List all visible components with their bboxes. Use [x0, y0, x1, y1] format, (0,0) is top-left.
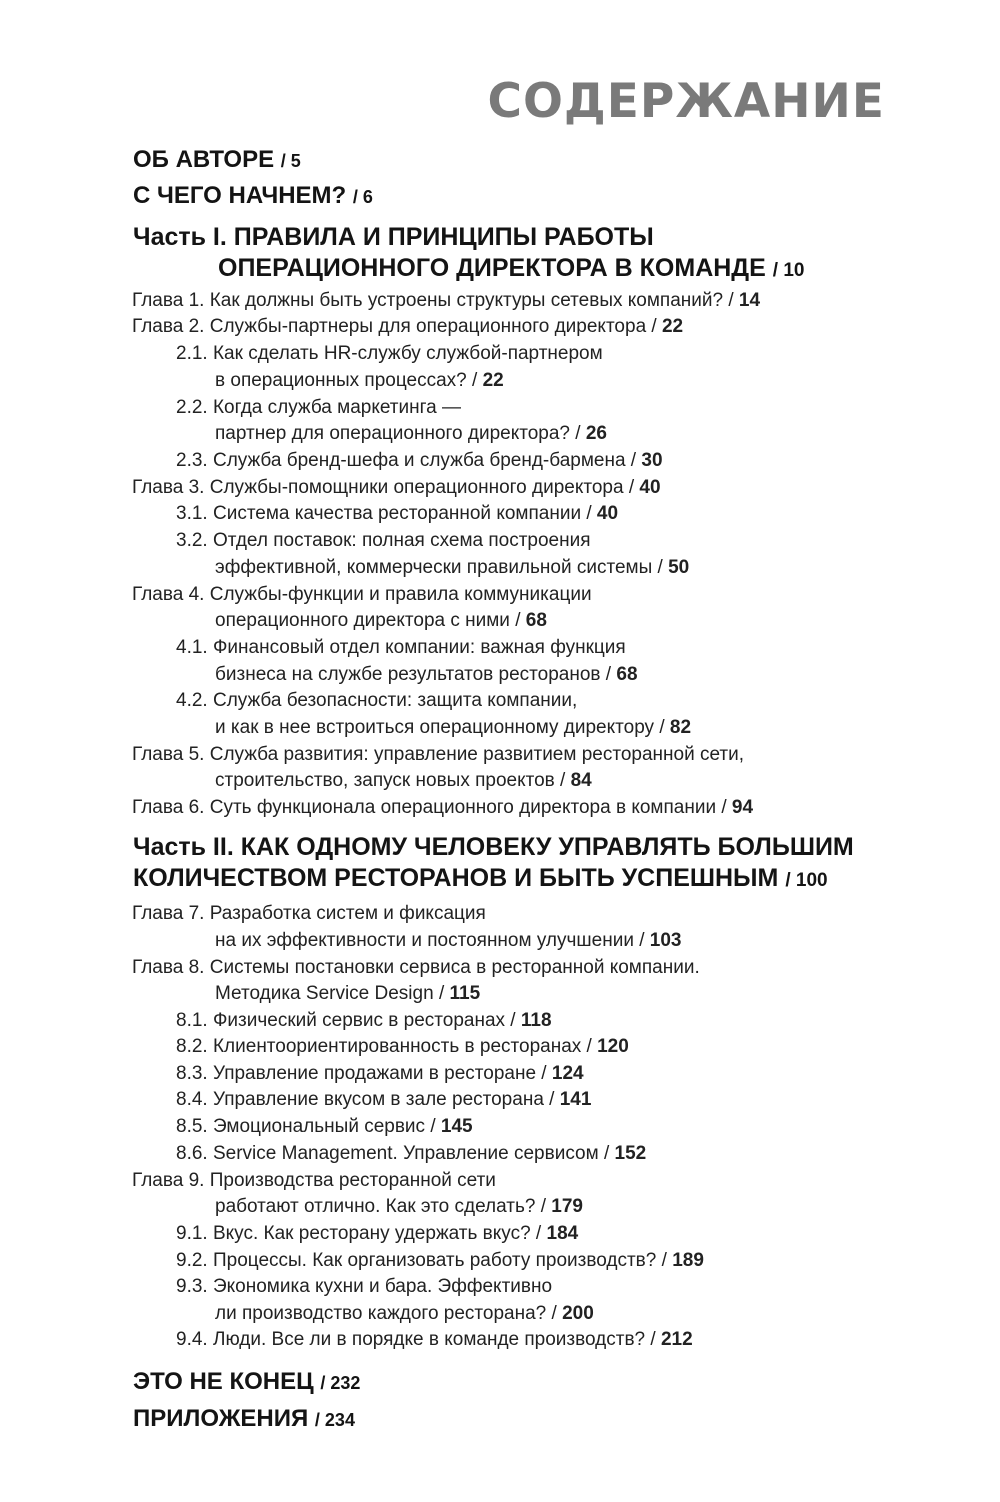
toc-page-number: 10: [783, 260, 805, 281]
toc-entry-appendices[interactable]: ПРИЛОЖЕНИЯ / 234: [133, 1405, 355, 1432]
toc-section-2-3[interactable]: 2.3. Служба бренд-шефа и служба бренд-бармена / 30: [176, 450, 663, 471]
toc-section-8-1[interactable]: 8.1. Физический сервис в ресторанах / 118: [176, 1010, 552, 1031]
toc-entry-title: Люди. Все ли в порядке в команде производств?: [212, 1329, 646, 1350]
toc-page-number: 145: [440, 1116, 473, 1137]
toc-entry-title-line2: Методика Service Design: [215, 983, 434, 1004]
toc-entry-title-line1: КАК ОДНОМУ ЧЕЛОВЕКУ УПРАВЛЯТЬ БОЛЬШИМ: [240, 833, 854, 861]
toc-chapter-3[interactable]: Глава 3. Службы-помощники операционного директора / 40: [132, 477, 661, 498]
toc-part-label: Часть I.: [133, 223, 227, 251]
toc-entry-title: ЭТО НЕ КОНЕЦ: [133, 1368, 314, 1395]
toc-page-number: 103: [649, 930, 682, 951]
toc-entry-title-line1: Служба безопасности: защита компании,: [212, 690, 578, 711]
toc-chapter-label: Глава 7.: [132, 903, 205, 924]
toc-page-number: 152: [614, 1143, 647, 1164]
toc-page-number: 68: [525, 610, 547, 631]
toc-section-9-4[interactable]: 9.4. Люди. Все ли в порядке в команде производств? / 212: [176, 1329, 693, 1350]
toc-section-label: 9.2.: [176, 1250, 208, 1271]
toc-entry-title-line1: Финансовый отдел компании: важная функция: [212, 637, 626, 658]
toc-page-number: 120: [597, 1036, 629, 1057]
toc-section-8-2[interactable]: 8.2. Клиентоориентированность в ресторанах / 120: [176, 1036, 629, 1057]
toc-entry-not-the-end[interactable]: ЭТО НЕ КОНЕЦ / 232: [133, 1368, 361, 1395]
toc-entry-title-line2: строительство, запуск новых проектов: [215, 770, 555, 791]
toc-section-3-1[interactable]: 3.1. Система качества ресторанной компании / 40: [176, 503, 619, 524]
toc-section-8-3[interactable]: 8.3. Управление продажами в ресторане / 124: [176, 1063, 584, 1084]
toc-section-label: 2.2.: [176, 397, 208, 418]
toc-page-number: 179: [551, 1196, 583, 1217]
toc-chapter-label: Глава 6.: [132, 797, 205, 818]
toc-entry-title-line2: и как в нее встроиться операционному директору: [215, 717, 655, 738]
toc-chapter-5-cont[interactable]: строительство, запуск новых проектов / 84: [215, 770, 592, 791]
toc-page-number: 14: [738, 290, 761, 311]
toc-entry-title: Клиентоориентированность в ресторанах: [212, 1036, 582, 1057]
toc-entry-title-line1: Разработка систем и фиксация: [209, 903, 486, 924]
toc-page-number: 212: [660, 1329, 693, 1350]
toc-entry-title-line1: Системы постановки сервиса в ресторанной компании.: [209, 957, 700, 978]
toc-entry-title: Службы-партнеры для операционного директора: [209, 316, 647, 337]
toc-entry-title: Управление продажами в ресторане: [212, 1063, 537, 1084]
toc-entry-title-line2: партнер для операционного директора?: [215, 423, 570, 444]
toc-section-label: 8.1.: [176, 1010, 208, 1031]
toc-section-4-2-cont[interactable]: и как в нее встроиться операционному директору / 82: [215, 717, 692, 738]
toc-part-label: Часть II.: [133, 833, 234, 861]
toc-entry-title-line2: в операционных процессах?: [215, 370, 467, 391]
toc-section-9-3-cont[interactable]: ли производство каждого ресторана? / 200: [215, 1303, 594, 1324]
toc-chapter-label: Глава 5.: [132, 744, 205, 765]
toc-section-2-2[interactable]: [176, 398, 461, 417]
toc-section-4-1[interactable]: [176, 638, 626, 657]
toc-entry-introduction[interactable]: С ЧЕГО НАЧНЕМ? / 6: [133, 182, 373, 209]
toc-chapter-5[interactable]: [132, 745, 744, 764]
toc-entry-title: Система качества ресторанной компании: [212, 503, 582, 524]
toc-chapter-6[interactable]: Глава 6. Суть функционала операционного директора в компании / 94: [132, 797, 754, 818]
toc-page-number: 118: [520, 1010, 552, 1031]
toc-entry-title: Физический сервис в ресторанах: [212, 1010, 506, 1031]
toc-entry-title: Процессы. Как организовать работу производств?: [212, 1250, 657, 1271]
toc-page-number: 100: [795, 870, 828, 891]
toc-chapter-label: Глава 1.: [132, 290, 205, 311]
toc-section-2-1[interactable]: [176, 344, 603, 363]
toc-page-number: 26: [585, 423, 607, 444]
toc-page-number: 115: [449, 983, 481, 1004]
toc-page-number: 82: [669, 717, 692, 738]
toc-entry-title-line1: Как сделать HR-службу службой-партнером: [212, 343, 603, 364]
toc-entry-title-line1: Отдел поставок: полная схема построения: [212, 530, 591, 551]
toc-entry-title-line2: ли производство каждого ресторана?: [215, 1303, 547, 1324]
toc-entry-title: ПРИЛОЖЕНИЯ: [133, 1405, 309, 1432]
toc-entry-title: Service Management. Управление сервисом: [212, 1143, 599, 1164]
toc-page-number: 232: [330, 1373, 361, 1393]
toc-page-number: 68: [616, 664, 638, 685]
toc-entry-title-line2: ОПЕРАЦИОННОГО ДИРЕКТОРА В КОМАНДЕ: [218, 254, 766, 282]
toc-section-8-6[interactable]: 8.6. Service Management. Управление сервисом / 152: [176, 1143, 647, 1164]
toc-section-label: 8.2.: [176, 1036, 208, 1057]
toc-entry-title: Управление вкусом в зале ресторана: [212, 1089, 544, 1110]
toc-section-4-2[interactable]: [176, 691, 577, 710]
toc-entry-title-line1: Службы-функции и правила коммуникации: [209, 584, 592, 605]
toc-chapter-label: Глава 8.: [132, 957, 205, 978]
toc-page-number: 84: [570, 770, 592, 791]
toc-section-label: 9.1.: [176, 1223, 208, 1244]
toc-entry-title-line2: операционного директора с ними: [215, 610, 510, 631]
toc-page-number: 234: [324, 1410, 355, 1430]
toc-section-9-1[interactable]: 9.1. Вкус. Как ресторану удержать вкус? / 184: [176, 1223, 579, 1244]
toc-entry-title-line2: на их эффективности и постоянном улучшении: [215, 930, 634, 951]
toc-page-number: 124: [551, 1063, 584, 1084]
toc-section-label: 3.2.: [176, 530, 208, 551]
toc-page-number: 141: [559, 1089, 592, 1110]
toc-section-label: 4.1.: [176, 637, 208, 658]
toc-page-number: 5: [290, 151, 301, 171]
toc-section-label: 3.1.: [176, 503, 208, 524]
toc-chapter-label: Глава 9.: [132, 1170, 205, 1191]
toc-page-number: 189: [672, 1250, 704, 1271]
toc-section-9-3[interactable]: [176, 1277, 552, 1296]
toc-page-number: 22: [661, 316, 684, 337]
toc-section-label: 9.4.: [176, 1329, 208, 1350]
toc-entry-title: Вкус. Как ресторану удержать вкус?: [212, 1223, 531, 1244]
toc-entry-about-author[interactable]: ОБ АВТОРЕ / 5: [133, 146, 301, 173]
toc-entry-title: Эмоциональный сервис: [212, 1116, 426, 1137]
toc-section-8-5[interactable]: 8.5. Эмоциональный сервис / 145: [176, 1116, 473, 1137]
toc-section-8-4[interactable]: 8.4. Управление вкусом в зале ресторана / 141: [176, 1089, 592, 1110]
toc-entry-title: Как должны быть устроены структуры сетевых компаний?: [209, 290, 724, 311]
toc-chapter-label: Глава 2.: [132, 316, 205, 337]
toc-section-label: 2.1.: [176, 343, 208, 364]
toc-entry-title-line2: КОЛИЧЕСТВОМ РЕСТОРАНОВ И БЫТЬ УСПЕШНЫМ: [133, 864, 779, 892]
toc-section-9-2[interactable]: 9.2. Процессы. Как организовать работу производств? / 189: [176, 1250, 704, 1271]
toc-chapter-8-cont[interactable]: Методика Service Design / 115: [215, 983, 481, 1004]
toc-chapter-2[interactable]: Глава 2. Службы-партнеры для операционного директора / 22: [132, 316, 684, 337]
toc-entry-title-line1: Служба развития: управление развитием ресторанной сети,: [209, 744, 745, 765]
toc-section-label: 8.4.: [176, 1089, 208, 1110]
toc-page-number: 22: [482, 370, 504, 391]
toc-page-number: 200: [562, 1303, 594, 1324]
toc-chapter-7[interactable]: [132, 904, 486, 923]
toc-chapter-label: Глава 4.: [132, 584, 205, 605]
toc-section-label: 8.6.: [176, 1143, 208, 1164]
toc-chapter-1[interactable]: Глава 1. Как должны быть устроены структуры сетевых компаний? / 14: [132, 290, 761, 311]
toc-section-label: 2.3.: [176, 450, 208, 471]
toc-page-number: 50: [668, 557, 690, 578]
toc-entry-title: Суть функционала операционного директора в компании: [209, 797, 717, 818]
toc-page-number: 6: [362, 187, 373, 207]
toc-section-3-2-cont[interactable]: эффективной, коммерчески правильной системы / 50: [215, 557, 690, 578]
toc-page-number: 184: [546, 1223, 579, 1244]
toc-entry-title-line1: Экономика кухни и бара. Эффективно: [212, 1276, 553, 1297]
toc-part-2[interactable]: [133, 835, 854, 860]
toc-chapter-4-cont[interactable]: операционного директора с ними / 68: [215, 610, 547, 631]
toc-chapter-7-cont[interactable]: на их эффективности и постоянном улучшении / 103: [215, 930, 682, 951]
toc-part-2-cont[interactable]: КОЛИЧЕСТВОМ РЕСТОРАНОВ И БЫТЬ УСПЕШНЫМ / 100: [133, 864, 828, 892]
toc-entry-title-line2: эффективной, коммерчески правильной системы: [215, 557, 653, 578]
toc-entry-title-line1: ПРАВИЛА И ПРИНЦИПЫ РАБОТЫ: [233, 223, 654, 251]
toc-entry-title-line2: работают отлично. Как это сделать?: [215, 1196, 536, 1217]
toc-section-4-1-cont[interactable]: бизнеса на службе результатов ресторанов / 68: [215, 664, 638, 685]
toc-section-2-2-cont[interactable]: партнер для операционного директора? / 26: [215, 423, 607, 444]
toc-section-label: 8.3.: [176, 1063, 208, 1084]
toc-part-1-cont[interactable]: ОПЕРАЦИОННОГО ДИРЕКТОРА В КОМАНДЕ / 10: [218, 254, 805, 282]
toc-page-number: 94: [731, 797, 754, 818]
toc-section-2-1-cont[interactable]: в операционных процессах? / 22: [215, 370, 504, 391]
toc-page-number: 40: [596, 503, 619, 524]
page-title: СОДЕРЖАНИЕ: [487, 74, 885, 129]
toc-chapter-4[interactable]: [132, 585, 592, 604]
toc-part-1[interactable]: [133, 225, 654, 250]
toc-entry-title-line1: Когда служба маркетинга —: [212, 397, 461, 418]
toc-section-label: 4.2.: [176, 690, 208, 711]
toc-section-3-2[interactable]: [176, 531, 591, 550]
toc-page-number: 30: [641, 450, 663, 471]
toc-entry-title-line1: Производства ресторанной сети: [209, 1170, 496, 1191]
toc-section-label: 9.3.: [176, 1276, 208, 1297]
toc-chapter-label: Глава 3.: [132, 477, 205, 498]
toc-entry-title: ОБ АВТОРЕ: [133, 146, 275, 173]
toc-entry-title: Службы-помощники операционного директора: [209, 477, 624, 498]
toc-chapter-9[interactable]: [132, 1171, 496, 1190]
toc-entry-title-line2: бизнеса на службе результатов ресторанов: [215, 664, 601, 685]
toc-section-label: 8.5.: [176, 1116, 208, 1137]
toc-page-number: 40: [639, 477, 661, 498]
toc-entry-title: С ЧЕГО НАЧНЕМ?: [133, 182, 347, 209]
toc-chapter-8[interactable]: [132, 958, 700, 977]
toc-entry-title: Служба бренд-шефа и служба бренд-бармена: [212, 450, 626, 471]
toc-chapter-9-cont[interactable]: работают отлично. Как это сделать? / 179: [215, 1196, 583, 1217]
